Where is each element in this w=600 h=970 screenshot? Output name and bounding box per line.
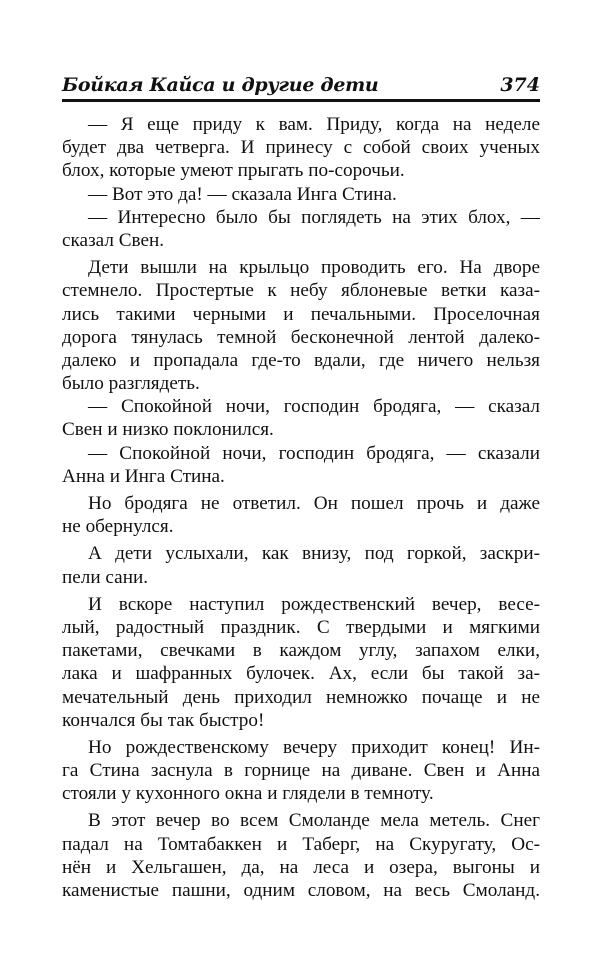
text-line: В этот вечер во всем Смоланде мела метель. Снег — [88, 810, 540, 832]
text-line: — Интересно было бы поглядеть на этих блох, — — [88, 206, 540, 228]
text-line: стояли у кухонного окна и глядели в темноту. — [62, 783, 434, 805]
text-line: было разглядеть. — [62, 373, 200, 395]
text-line: не обернулся. — [62, 516, 174, 538]
text-line: стемнело. Простертые к небу яблоневые ветки каза- — [62, 280, 540, 302]
text-line: кончался бы так быстро! — [62, 709, 265, 731]
text-line: Дети вышли на крыльцо проводить его. На дворе — [88, 257, 540, 279]
text-line: далеко и пропадала где-то вдали, где ничего нельзя — [62, 349, 540, 371]
running-title: Бойкая Кайса и другие дети — [62, 74, 379, 96]
text-line: — Спокойной ночи, господин бродяга, — сказали — [88, 442, 540, 464]
text-line: И вскоре наступил рождественский вечер, весе- — [88, 593, 540, 615]
text-line: лись такими черными и печальными. Проселочная — [62, 303, 540, 325]
text-line: лака и шафранных булочек. Ах, если бы такой за- — [62, 663, 540, 685]
text-line: каменистые пашни, одним словом, на весь Смоланд. — [62, 880, 540, 901]
text-line: га Стина заснула в горнице на диване. Свен и Анна — [62, 760, 540, 782]
text-line: Но бродяга не ответил. Он пошел прочь и даже — [88, 493, 540, 514]
text-line: сказал Свен. — [62, 229, 165, 251]
running-header — [62, 62, 540, 102]
text-line: пакетами, свечками в каждом углу, запахом елки, — [62, 640, 540, 662]
text-line: — Вот это да! — сказала Инга Стина. — [88, 183, 397, 205]
text-line: — Спокойной ночи, господин бродяга, — сказал — [88, 396, 540, 418]
text-line: нён и Хельгашен, да, на леса и озера, выгоны и — [62, 856, 540, 878]
text-line: падал на Томтабаккен и Таберг, на Скуругату, Ос- — [62, 833, 540, 855]
text-line: Но рождественскому вечеру приходит конец! Ин- — [88, 736, 540, 758]
text-line: пели сани. — [62, 566, 149, 588]
text-line: будет два четверга. И принесу с собой своих ученых — [62, 137, 540, 159]
text-line: мечательный день приходил немножко почаще и не — [62, 686, 540, 708]
body-text — [62, 113, 540, 902]
page-number: 374 — [500, 74, 540, 96]
text-line: А дети услыхали, как внизу, под горкой, заскри- — [88, 543, 540, 565]
text-line: лый, радостный праздник. С твердыми и мягкими — [62, 616, 540, 638]
header-rule — [62, 99, 540, 102]
text-line: — Я еще приду к вам. Приду, когда на неделе — [88, 114, 540, 135]
text-line: Свен и низко поклонился. — [62, 419, 274, 441]
text-line: блох, которые умеют прыгать по-сорочьи. — [62, 160, 405, 182]
text-line: Анна и Инга Стина. — [62, 465, 225, 487]
text-line: дорога тянулась темной бесконечной лентой далеко- — [62, 326, 540, 348]
